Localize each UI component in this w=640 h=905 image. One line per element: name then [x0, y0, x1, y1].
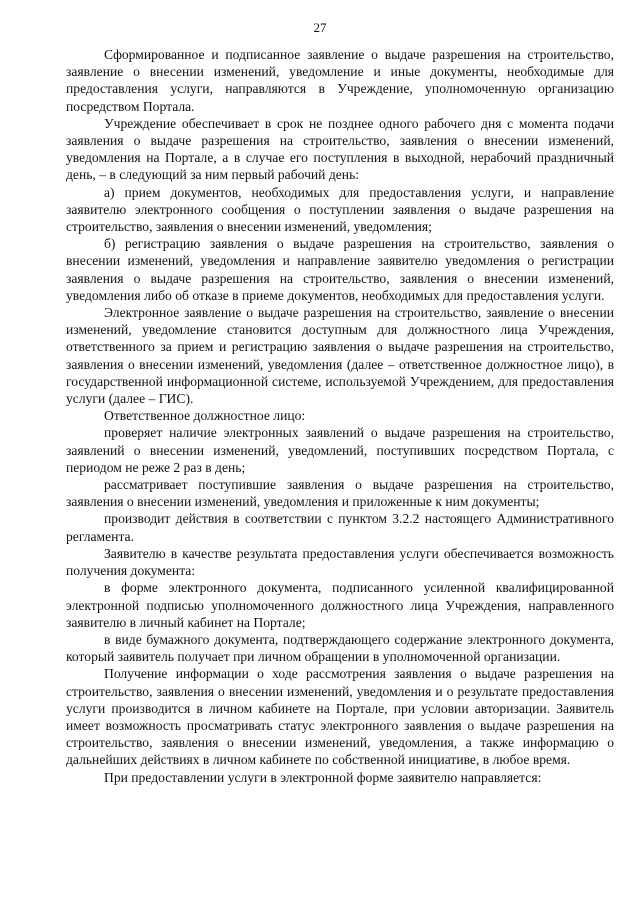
- list-item: производит действия в соответствии с пунктом 3.2.2 настоящего Административного регламента.: [66, 511, 614, 544]
- list-item: в форме электронного документа, подписанного усиленной квалифицированной электронной подписью уполномоченного должностного лица Учреждения, направленного заявителю в личный кабинет на Портале;: [66, 580, 614, 630]
- page-number: 27: [313, 20, 327, 35]
- paragraph: Сформированное и подписанное заявление о выдаче разрешения на строительство, заявление о внесении изменений, уведомление и иные документы, необходимые для предоставления услуги, направляются в Учреждение, уполномоченную организацию посредством Портала.: [66, 47, 614, 114]
- paragraph: Учреждение обеспечивает в срок не позднее одного рабочего дня с момента подачи заявления о выдаче разрешения на строительство, заявления о внесении изменений, уведомления на Портале, а в случае его поступления в выходной, нерабочий праздничный день, – в следующий за ним первый рабочий день:: [66, 115, 614, 183]
- paragraph: Получение информации о ходе рассмотрения заявления о выдаче разрешения на строительство, заявления о внесении изменений, уведомления и о результате предоставления услуги производится в личном кабинете на Портале, при условии авторизации. Заявитель имеет возможность просматривать статус электронного заявления о выдаче разрешения на строительство, заявления о внесении изменений, уведомления, а также информацию о дальнейших действиях в личном кабинете по собственной инициативе, в любое время.: [66, 666, 614, 768]
- paragraph: Ответственное должностное лицо:: [104, 408, 306, 424]
- list-item: б) регистрацию заявления о выдаче разрешения на строительство, заявления о внесении изменений, уведомления и направление заявителю уведомления о регистрации заявления о выдаче разрешения на строительство, заявления о внесении изменений, уведомления либо об отказе в приеме документов, необходимых для предоставления услуги.: [66, 236, 614, 303]
- list-item: проверяет наличие электронных заявлений о выдаче разрешения на строительство, заявлений о внесении изменений, уведомлений, поступивших посредством Портала, с периодом не реже 2 раз в день;: [66, 425, 614, 475]
- paragraph: Электронное заявление о выдаче разрешения на строительство, заявление о внесении изменений, уведомление становится доступным для должностного лица Учреждения, ответственного за прием и регистрацию заявления о выдаче разрешения на строительство, заявления о внесении изменений, уведомления (далее – ответственное должностное лицо), в государственной информационной системе, используемой Учреждением, для предоставления услуги (далее – ГИС).: [66, 305, 614, 407]
- list-item: в виде бумажного документа, подтверждающего содержание электронного документа, который заявитель получает при личном обращении в уполномоченной организации.: [66, 631, 614, 665]
- list-item: а) прием документов, необходимых для предоставления услуги, и направление заявителю электронного сообщения о поступлении заявления о выдаче разрешения на строительство, заявления о внесении изменений, уведомления;: [66, 184, 614, 235]
- document-body: [66, 46, 614, 786]
- paragraph: Заявителю в качестве результата предоставления услуги обеспечивается возможность получения документа:: [66, 545, 614, 579]
- paragraph: При предоставлении услуги в электронной форме заявителю направляется:: [104, 769, 542, 785]
- list-item: рассматривает поступившие заявления о выдаче разрешения на строительство, заявления о внесении изменений, уведомления и приложенные к ним документы;: [66, 477, 614, 510]
